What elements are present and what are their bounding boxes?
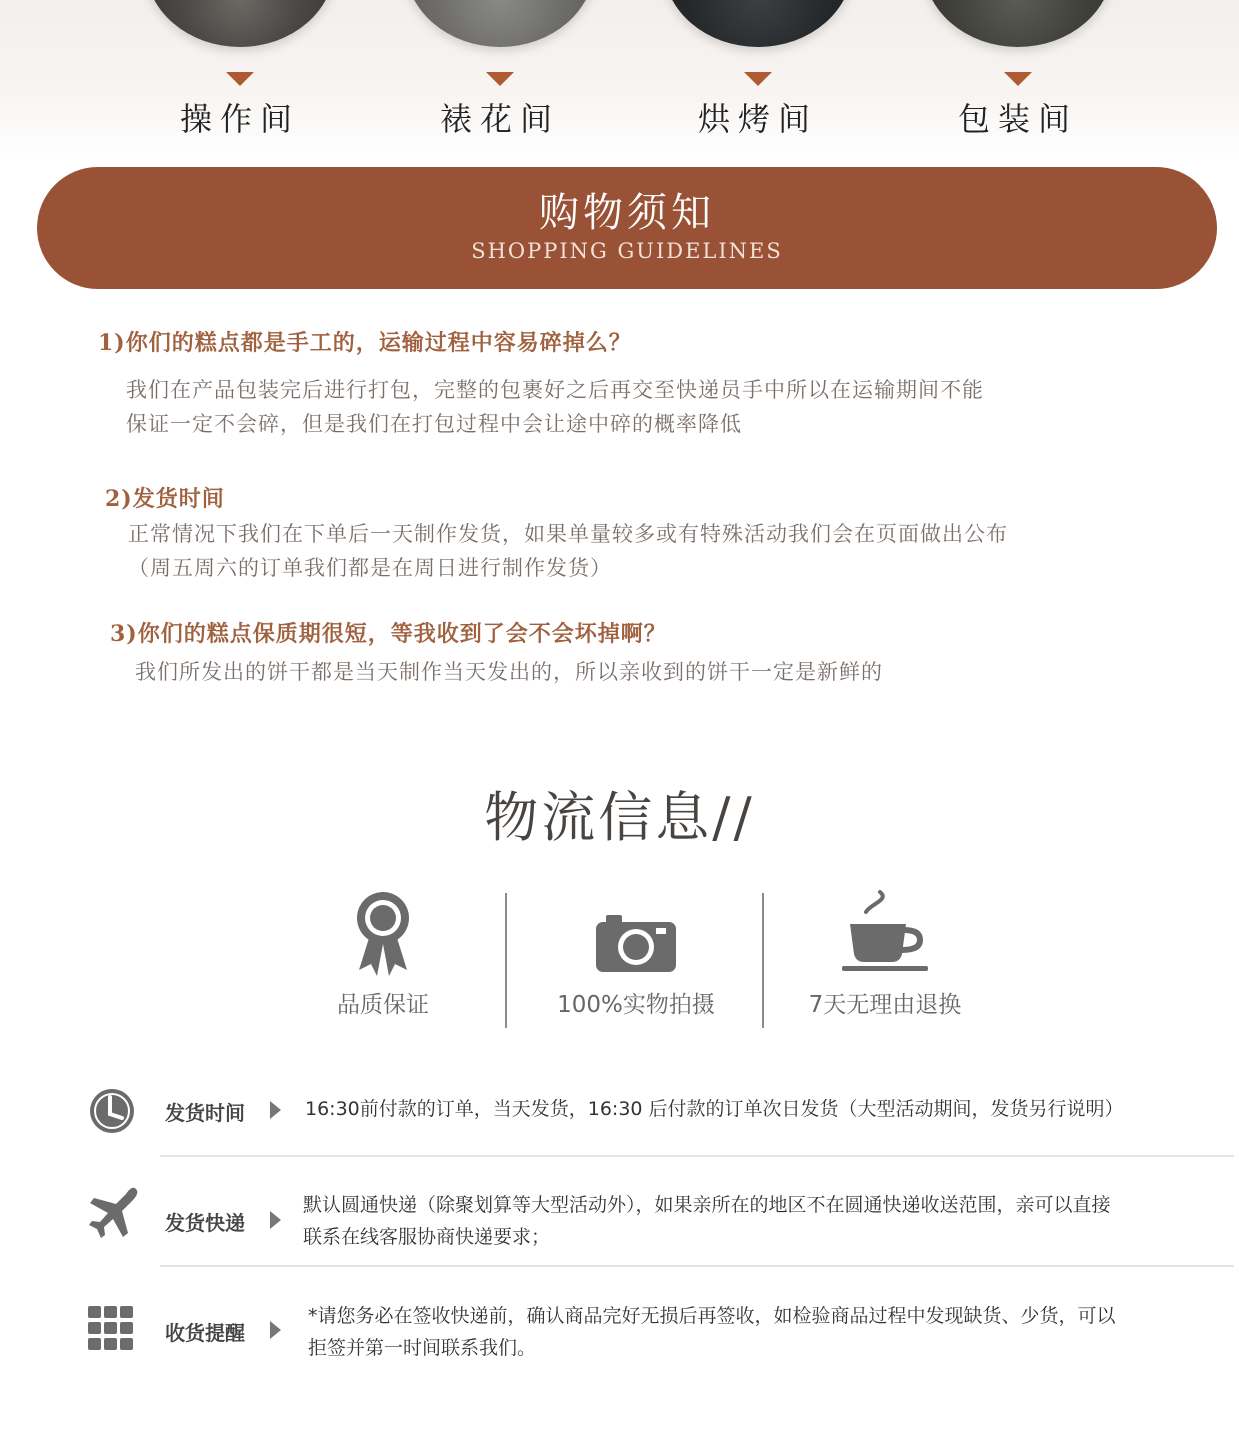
feature-real-photos	[511, 890, 761, 1030]
divider	[160, 1265, 1234, 1267]
feature-returns	[760, 890, 1010, 1030]
room-operation	[110, 0, 370, 160]
grid-icon	[88, 1306, 134, 1350]
info-text-line-2: 联系在线客服协商快递要求；	[303, 1226, 551, 1248]
down-triangle-icon	[1004, 72, 1032, 86]
chevron-right-icon	[270, 1321, 281, 1339]
feature-label: 7天无理由退换	[808, 992, 962, 1018]
info-label: 发货时间	[165, 1101, 245, 1125]
down-triangle-icon	[226, 72, 254, 86]
chevron-right-icon	[270, 1211, 281, 1229]
divider	[505, 893, 507, 1028]
banner-title-en: SHOPPING GUIDELINES	[471, 239, 783, 263]
info-label: 收货提醒	[165, 1321, 245, 1345]
down-triangle-icon	[744, 72, 772, 86]
room-label: 烘烤间	[697, 100, 818, 138]
banner-title-cn: 购物须知	[539, 190, 715, 236]
camera-icon	[596, 912, 676, 972]
room-label: 操作间	[179, 100, 300, 138]
faq-answer-1-line-1: 我们在产品包装完后进行打包，完整的包裹好之后再交至快递员手中所以在运输期间不能	[126, 378, 984, 402]
info-row-shipping-time	[0, 1085, 1239, 1145]
feature-label: 100%实物拍摄	[557, 992, 715, 1018]
room-photo-strip	[0, 0, 1239, 160]
room-photo	[923, 0, 1113, 47]
logistics-title: 物流信息//	[484, 786, 755, 849]
info-text-line-1: 16:30前付款的订单，当天发货，16:30 后付款的订单次日发货（大型活动期间，发货另行说明）	[305, 1098, 1124, 1120]
faq-answer-3-line-1: 我们所发出的饼干都是当天制作当天发出的，所以亲收到的饼干一定是新鲜的	[135, 660, 883, 684]
shopping-guidelines-banner	[37, 167, 1217, 289]
info-row-courier	[0, 1185, 1239, 1260]
down-triangle-icon	[486, 72, 514, 86]
room-packaging	[888, 0, 1148, 160]
room-photo	[145, 0, 335, 47]
faq-answer-1-line-2: 保证一定不会碎，但是我们在打包过程中会让途中碎的概率降低	[126, 412, 742, 436]
faq-question-2: 2)发货时间	[105, 486, 225, 512]
room-photo	[663, 0, 853, 47]
info-text	[308, 1300, 1208, 1364]
airplane-icon	[88, 1187, 140, 1239]
faq-question-3: 3)你们的糕点保质期很短，等我收到了会不会坏掉啊？	[110, 621, 667, 647]
room-label: 裱花间	[439, 100, 560, 138]
feature-quality	[258, 890, 508, 1030]
info-text-line-1: 默认圆通快递（除聚划算等大型活动外），如果亲所在的地区不在圆通快递收送范围，亲可以直接	[303, 1194, 1111, 1216]
clock-icon	[88, 1087, 136, 1135]
room-photo	[405, 0, 595, 47]
info-text-line-1: *请您务必在签收快递前，确认商品完好无损后再签收，如检验商品过程中发现缺货、少货，可以	[308, 1305, 1116, 1327]
room-label: 包装间	[957, 100, 1078, 138]
chevron-right-icon	[270, 1101, 281, 1119]
faq-answer-2-line-2: （周五周六的订单我们都是在周日进行制作发货）	[128, 556, 612, 580]
info-row-receipt-reminder	[0, 1300, 1239, 1370]
room-decorating	[370, 0, 630, 160]
info-text-line-2: 拒签并第一时间联系我们。	[308, 1337, 537, 1359]
room-baking	[628, 0, 888, 160]
ribbon-badge-icon	[353, 890, 413, 976]
faq-question-1: 1)你们的糕点都是手工的，运输过程中容易碎掉么？	[98, 330, 632, 356]
faq-answer-2-line-1: 正常情况下我们在下单后一天制作发货，如果单量较多或有特殊活动我们会在页面做出公布	[128, 522, 1008, 546]
coffee-cup-icon	[840, 890, 930, 974]
divider	[160, 1155, 1234, 1157]
info-label: 发货快递	[165, 1211, 245, 1235]
feature-label: 品质保证	[337, 992, 429, 1018]
info-text	[303, 1189, 1203, 1253]
